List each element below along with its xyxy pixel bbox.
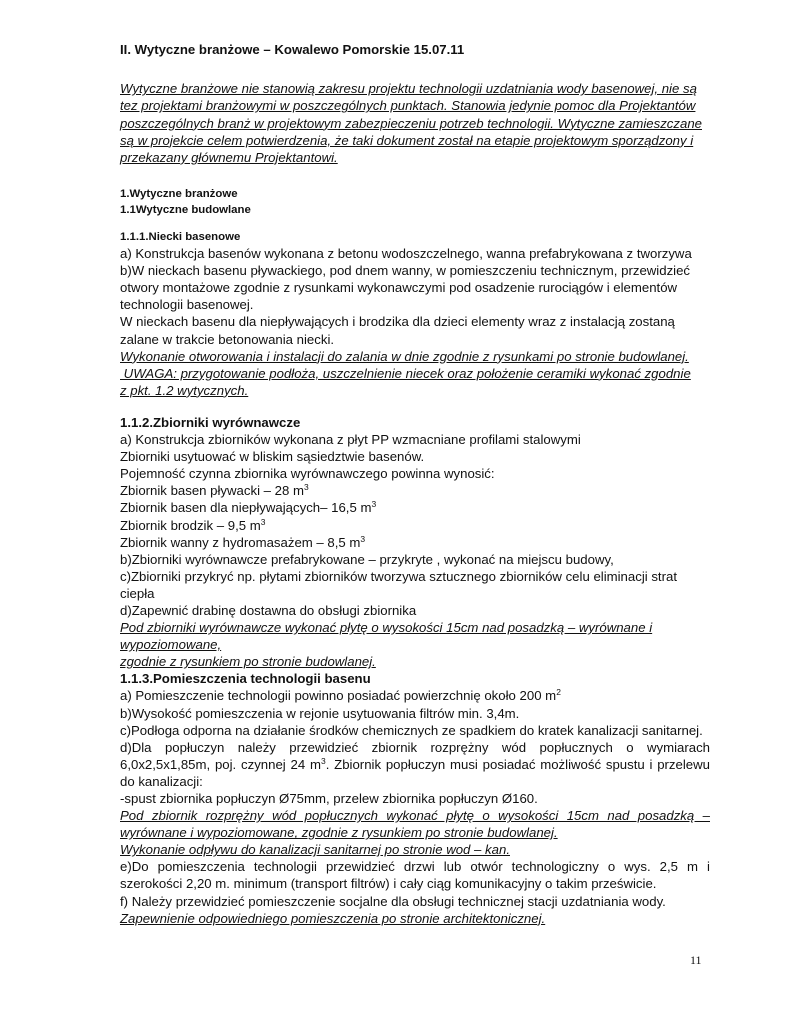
tank-item: Zbiornik basen pływacki – 28 $m^3$ bbox=[120, 482, 309, 499]
note-otworowanie: Wykonanie otworowania i instalacji do zalania w dnie zgodnie z rysunkami po stronie budowlanej. bbox=[120, 348, 689, 364]
paragraph-c: c)Podłoga odporna na działanie środków chemicznych ze spadkiem do kratek kanalizacji sanitarnej. bbox=[120, 722, 703, 738]
paragraph-location: Zbiorniki usytuować w bliskim sąsiedztwie basenów. bbox=[120, 449, 425, 465]
section-heading-1-1-2: 1.1.2.Zbiorniki wyrównawcze bbox=[120, 414, 301, 430]
section-pomieszczenia-technologii bbox=[120, 670, 710, 926]
section-heading-1-1-1: 1.1.1.Niecki basenowe bbox=[120, 231, 241, 244]
intro-paragraph: Wytyczne branżowe nie stanowią zakresu projektu technologii uzdatniania wody basenowej, nie są tez projektami branżowymi w poszczególnych punktach. Stanowia jedynie pomoc dla Projektantów poszczególnych branż w projektowym zabezpieczeniu potrzeb technologii. Wytyczne zamieszczane są w projekcie celem potwierdzenia, że taki dokument został na etapie projektowym sporządzony i przekazany głównemu Projektantowi. bbox=[120, 81, 702, 165]
paragraph-a: a) Pomieszczenie technologii powinno posiadać powierzchnię około 200 $m^2$ bbox=[120, 687, 561, 704]
paragraph-e: e)Do pomieszczenia technologii przewidzieć drzwi lub otwór technologiczny o wys. 2,5 m i szerokości 2,20 m. minimum (transport filtrów) i cały ciąg komunikacyjny o takim prześwicie. bbox=[120, 859, 710, 892]
paragraph-d: d)Dla popłuczyn należy przewidzieć zbiornik rozprężny wód popłucznych o wymiarach 6,0x2,5x1,85m, poj. czynnej 24 $m^3$. Zbiornik popłuczyn musi posiadać możliwość spustu i przelewu do kanalizacji: bbox=[120, 739, 710, 789]
paragraph-b: b)Zbiorniki wyrównawcze prefabrykowane – przykryte , wykonać na miejscu budowy, bbox=[120, 551, 614, 567]
section-niecki-basenowe bbox=[120, 229, 710, 399]
section-heading-1: 1.Wytyczne branżowe bbox=[120, 188, 238, 201]
paragraph-c: W nieckach basenu dla niepływających i brodzika dla dzieci elementy wraz z instalacją zostaną zalane w trakcie betonowania niecki. bbox=[120, 314, 675, 347]
page-number: 11 bbox=[690, 953, 702, 967]
paragraph-f: f) Należy przewidzieć pomieszczenie socjalne dla obsługi technicznej stacji uzdatniania wody. bbox=[120, 893, 666, 909]
paragraph-a: a) Konstrukcja basenów wykonana z betonu wodoszczelnego, wanna prefabrykowana z tworzywa bbox=[120, 246, 692, 262]
paragraph-spust: -spust zbiornika popłuczyn Ø75mm, przelew zbiornika popłuczyn Ø160. bbox=[120, 791, 538, 807]
tank-item: Zbiornik basen dla niepływających– 16,5 $m^3$ bbox=[120, 499, 377, 516]
paragraph-c: c)Zbiorniki przykryć np. płytami zbiorników tworzywa sztucznego zbiorników celu eliminacji strat ciepła bbox=[120, 568, 677, 601]
note-zbiornik-rozprezny: Pod zbiornik rozprężny wód popłucznych wykonać płytę o wysokości 15cm nad posadzką – wyrównane i wypoziomowane, zgodnie z rysunkiem po stronie budowlanej. bbox=[120, 808, 710, 841]
document-body bbox=[120, 41, 710, 927]
note-plyta-line2: zgodnie z rysunkiem po stronie budowlanej. bbox=[120, 654, 376, 670]
paragraph-d: d)Zapewnić drabinę dostawna do obsługi zbiornika bbox=[120, 602, 417, 618]
note-uwaga-line2: z pkt. 1.2 wytycznych. bbox=[120, 382, 249, 398]
section-heading-1-1-3: 1.1.3.Pomieszczenia technologii basenu bbox=[120, 671, 371, 687]
note-uwaga-line1: UWAGA: przygotowanie podłoża, uszczelnienie niecek oraz położenie ceramiki wykonać zgodnie bbox=[120, 365, 691, 381]
paragraph-b: b)W nieckach basenu pływackiego, pod dnem wanny, w pomieszczeniu technicznym, przewidzieć otwory montażowe zgodnie z rysunkami wykonawczymi pod osadzenie rurociągów i elementów technologii basenowej. bbox=[120, 263, 691, 313]
section-heading-1-1: 1.1Wytyczne budowlane bbox=[120, 204, 251, 217]
note-plyta-line1: Pod zbiorniki wyrównawcze wykonać płytę o wysokości 15cm nad posadzką – wyrównane i wypoziomowane, bbox=[120, 620, 653, 653]
paragraph-b: b)Wysokość pomieszczenia w rejonie usytuowania filtrów min. 3,4m. bbox=[120, 705, 520, 721]
note-pomieszczenie: Zapewnienie odpowiedniego pomieszczenia po stronie architektonicznej. bbox=[120, 910, 546, 926]
section-zbiorniki-wyrownawcze bbox=[120, 414, 710, 670]
paragraph-capacity: Pojemność czynna zbiornika wyrównawczego powinna wynosić: bbox=[120, 466, 495, 482]
note-odplyw: Wykonanie odpływu do kanalizacji sanitarnej po stronie wod – kan. bbox=[120, 842, 510, 858]
document-title: II. Wytyczne branżowe – Kowalewo Pomorskie 15.07.11 bbox=[120, 42, 465, 57]
tank-item: Zbiornik wanny z hydromasażem – 8,5 $m^3$ bbox=[120, 533, 366, 550]
paragraph-a: a) Konstrukcja zbiorników wykonana z płyt PP wzmacniane profilami stalowymi bbox=[120, 432, 581, 448]
tank-item: Zbiornik brodzik – 9,5 $m^3$ bbox=[120, 516, 266, 533]
